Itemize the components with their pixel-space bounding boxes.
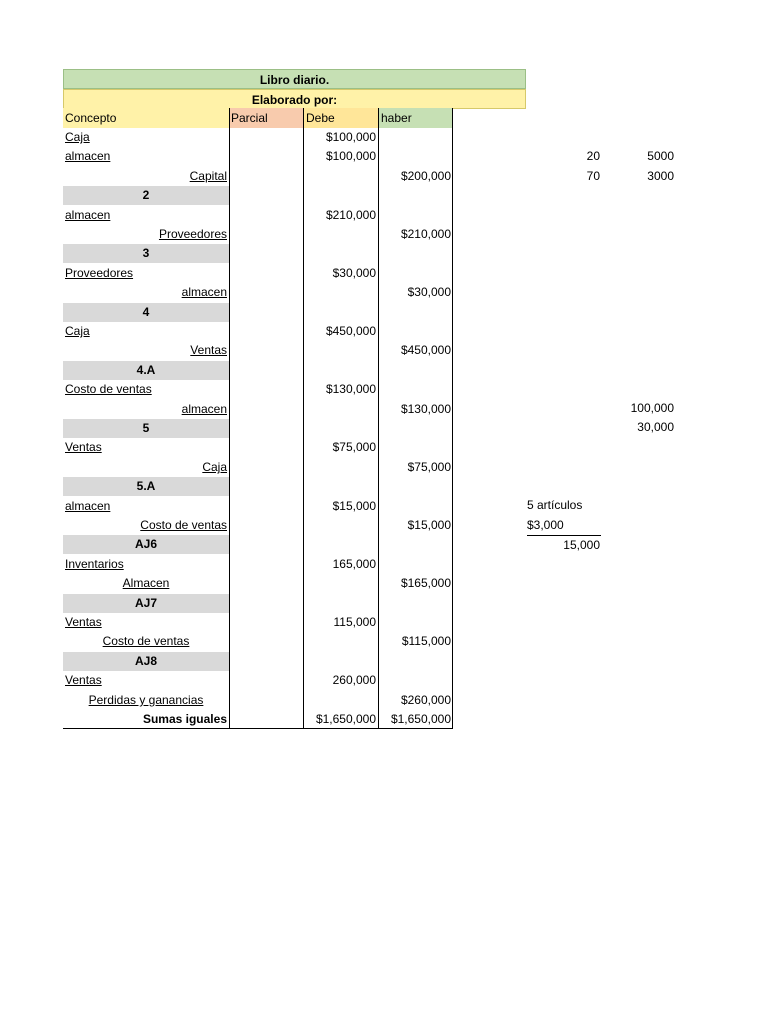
haber-cell [379, 128, 453, 147]
note-price-1: 5000 [647, 149, 674, 163]
account-name: Proveedores [158, 227, 227, 241]
haber-cell: $450,000 [400, 343, 451, 357]
entry-number: 4.A [63, 361, 229, 380]
account-name: Costo de ventas [140, 518, 227, 532]
entry-number: AJ7 [63, 594, 229, 613]
haber-cell: $75,000 [407, 460, 451, 474]
account-name: almacen [65, 208, 111, 222]
debe-cell [304, 341, 378, 360]
debe-cell [304, 225, 378, 244]
haber-cell: $200,000 [400, 169, 451, 183]
concept-cell [63, 167, 229, 186]
haber-cell: $130,000 [400, 402, 451, 416]
concept-cell [63, 613, 229, 632]
debe-cell: $100,000 [325, 149, 376, 163]
entry-number: 3 [63, 244, 229, 263]
haber-cell: $30,000 [407, 285, 451, 299]
haber-cell [379, 671, 453, 690]
debe-cell: $100,000 [325, 130, 376, 144]
concept-cell [63, 691, 229, 710]
debe-cell: $450,000 [325, 324, 376, 338]
haber-cell: $165,000 [400, 576, 451, 590]
entry-number: 5.A [63, 477, 229, 496]
totals-debe: $1,650,000 [315, 712, 376, 726]
haber-cell: $260,000 [400, 693, 451, 707]
entry-number: AJ6 [63, 535, 229, 554]
concept-cell [63, 322, 229, 341]
account-name: almacen [181, 402, 227, 416]
haber-cell: $210,000 [400, 227, 451, 241]
header-haber: haber [379, 108, 453, 128]
concept-cell [63, 264, 229, 283]
entry-number: 5 [63, 419, 229, 438]
concept-cell [63, 283, 229, 302]
concept-cell [63, 380, 229, 399]
debe-cell [304, 400, 378, 419]
header-debe: Debe [304, 108, 379, 128]
debe-cell: $15,000 [332, 499, 376, 513]
debe-cell [304, 167, 378, 186]
note-price: $3,000 [527, 518, 564, 532]
grid-line [229, 108, 230, 729]
concept-cell [63, 555, 229, 574]
account-name: almacen [181, 285, 227, 299]
entry-number: 4 [63, 303, 229, 322]
concept-cell [63, 497, 229, 516]
haber-cell [379, 147, 453, 166]
header-concepto: Concepto [63, 108, 229, 128]
note-amount-1: 100,000 [630, 401, 674, 415]
entry-number: 2 [63, 186, 229, 205]
debe-cell: $130,000 [325, 382, 376, 396]
account-name: Capital [189, 169, 227, 183]
note-qty-1: 20 [586, 149, 600, 163]
debe-cell: $75,000 [332, 440, 376, 454]
debe-cell: $210,000 [325, 208, 376, 222]
account-name: almacen [65, 499, 111, 513]
entry-number: AJ8 [63, 652, 229, 671]
haber-cell [379, 555, 453, 574]
debe-cell [304, 632, 378, 651]
note-qty-2: 70 [586, 169, 600, 183]
concept-cell [63, 671, 229, 690]
account-name: Costo de ventas [65, 382, 152, 396]
note-articulos: 5 artículos [527, 498, 583, 512]
concept-cell [63, 225, 229, 244]
note-total: 15,000 [563, 538, 600, 552]
account-name: Almacen [122, 576, 170, 590]
note-amount-2: 30,000 [637, 420, 674, 434]
debe-cell: $30,000 [332, 266, 376, 280]
account-name: Inventarios [65, 557, 124, 571]
haber-cell: $115,000 [401, 634, 451, 648]
debe-cell [304, 574, 378, 593]
concept-cell [63, 516, 229, 535]
account-name: Perdidas y ganancias [88, 693, 204, 707]
debe-cell [304, 458, 378, 477]
account-name: Proveedores [65, 266, 134, 280]
account-name: Caja [202, 460, 227, 474]
haber-cell [379, 380, 453, 399]
account-name: Ventas [65, 440, 102, 454]
header-parcial: Parcial [229, 108, 304, 128]
debe-cell: 260,000 [332, 673, 376, 687]
concept-cell [63, 128, 229, 147]
concept-cell [63, 341, 229, 360]
debe-cell: 115,000 [333, 615, 376, 629]
concept-cell [63, 574, 229, 593]
journal-title: Libro diario. [63, 69, 526, 89]
concept-cell [63, 400, 229, 419]
haber-cell [379, 264, 453, 283]
debe-cell [304, 691, 378, 710]
account-name: almacen [65, 149, 111, 163]
totals-label: Sumas iguales [142, 712, 227, 726]
note-price-2: 3000 [647, 169, 674, 183]
haber-cell [379, 613, 453, 632]
account-name: Ventas [65, 615, 102, 629]
concept-cell [63, 632, 229, 651]
debe-cell [304, 283, 378, 302]
concept-cell [63, 147, 229, 166]
debe-cell: 165,000 [332, 557, 376, 571]
haber-cell [379, 438, 453, 457]
journal-subtitle: Elaborado por: [63, 89, 526, 109]
haber-cell: $15,000 [407, 518, 451, 532]
account-name: Caja [65, 130, 90, 144]
concept-cell [63, 438, 229, 457]
concept-cell [63, 206, 229, 225]
haber-cell [379, 497, 453, 516]
account-name: Caja [65, 324, 90, 338]
debe-cell [304, 516, 378, 535]
concept-cell [63, 458, 229, 477]
account-name: Ventas [65, 673, 102, 687]
account-name: Ventas [190, 343, 227, 357]
haber-cell [379, 322, 453, 341]
account-name: Costo de ventas [102, 634, 190, 648]
totals-haber: $1,650,000 [390, 712, 451, 726]
haber-cell [379, 206, 453, 225]
